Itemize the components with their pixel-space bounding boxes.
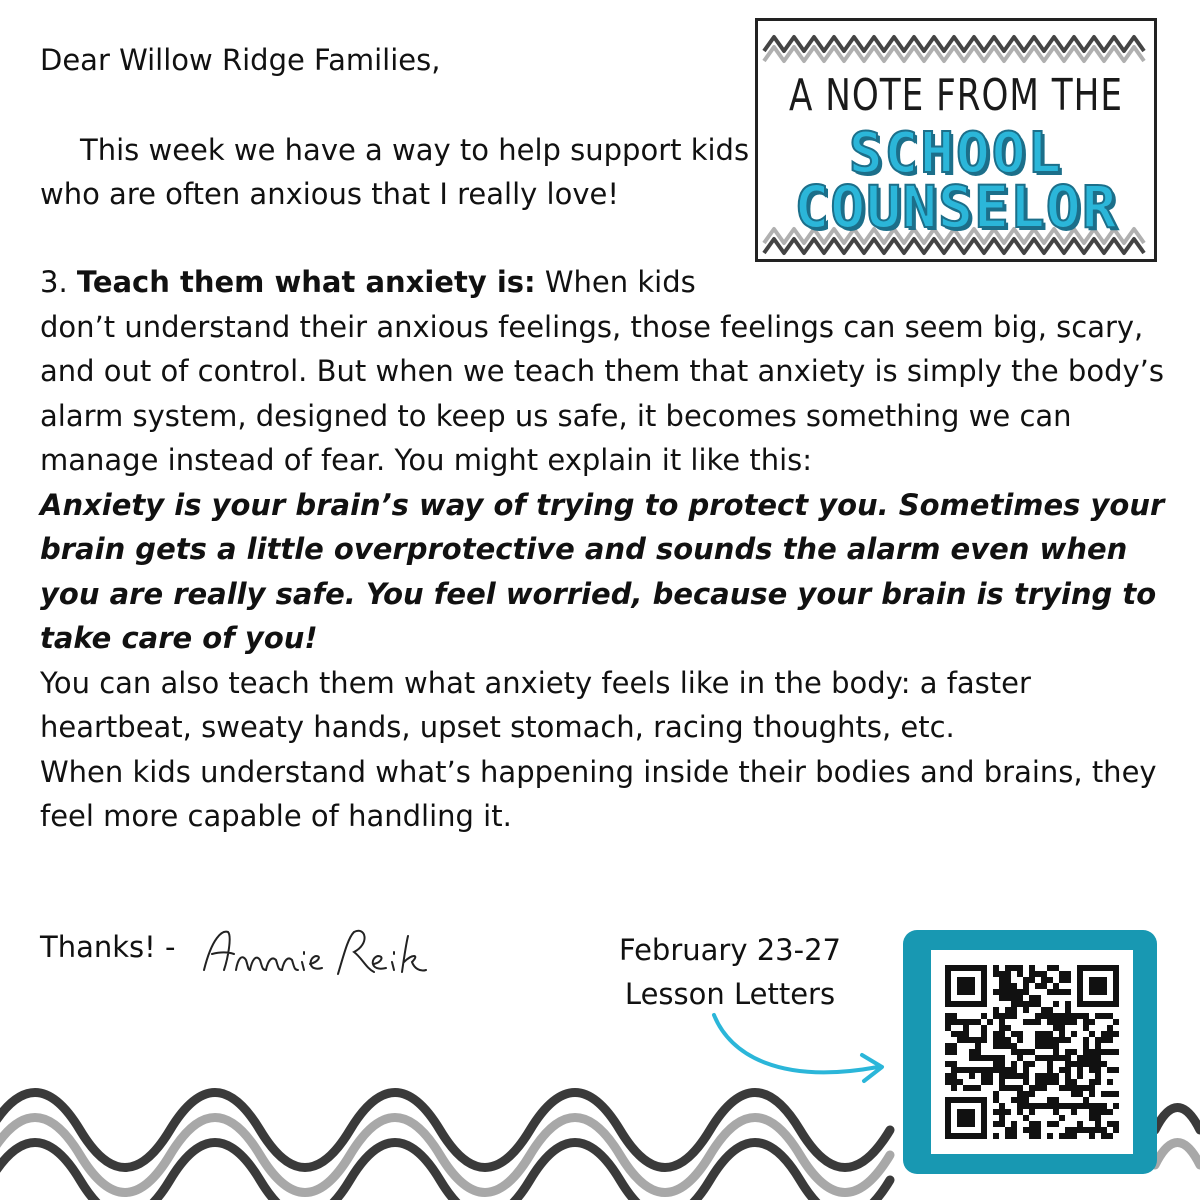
body-signs-paragraph: You can also teach them what anxiety feels like in the body: a faster heartbeat, sweaty hands, upset stomach, racing thoughts, etc.	[40, 665, 1031, 744]
explanation-paragraph: don’t understand their anxious feelings, those feelings can seem big, scary, and out of control. But when we teach them that anxiety is simply the body’s alarm system, designed to keep us safe, it becomes something we can manage instead of fear. You might explain it like this:	[40, 309, 1164, 477]
handwritten-signature	[198, 918, 438, 988]
tip-number: 3.	[40, 265, 77, 299]
week-dates: February 23-27	[619, 933, 841, 967]
week-label: Lesson Letters	[624, 977, 836, 1011]
banner-word-counselor: COUNSELOR	[794, 173, 1118, 241]
banner-heading: A NOTE FROM THE	[789, 69, 1123, 121]
curved-arrow-icon	[700, 1005, 900, 1095]
understanding-paragraph: When kids understand what’s happening inside their bodies and brains, they feel more capable of handling it.	[40, 754, 1157, 833]
qr-code-area	[931, 950, 1133, 1154]
qr-code-icon[interactable]	[931, 950, 1133, 1154]
greeting: Dear Willow Ridge Families,	[40, 43, 441, 77]
tip-lead: When kids	[535, 265, 696, 299]
tip-heading	[40, 260, 740, 305]
lesson-week	[600, 928, 860, 1016]
letter-body	[40, 260, 1170, 839]
intro-text: This week we have a way to help support kids who are often anxious that I really love!	[40, 133, 750, 211]
tip-title: Teach them what anxiety is:	[76, 265, 536, 299]
anxiety-quote: Anxiety is your brain’s way of trying to protect you. Sometimes your brain gets a little overprotective and sounds the alarm even when you are really safe. You feel worried, because your brain is trying to take care of you!	[40, 487, 1165, 655]
intro-paragraph	[40, 128, 750, 216]
closing-text: Thanks! -	[40, 930, 176, 964]
qr-code-frame[interactable]	[903, 930, 1157, 1174]
counselor-banner	[755, 18, 1157, 262]
banner-word-school: SCHOOL	[848, 121, 1064, 186]
